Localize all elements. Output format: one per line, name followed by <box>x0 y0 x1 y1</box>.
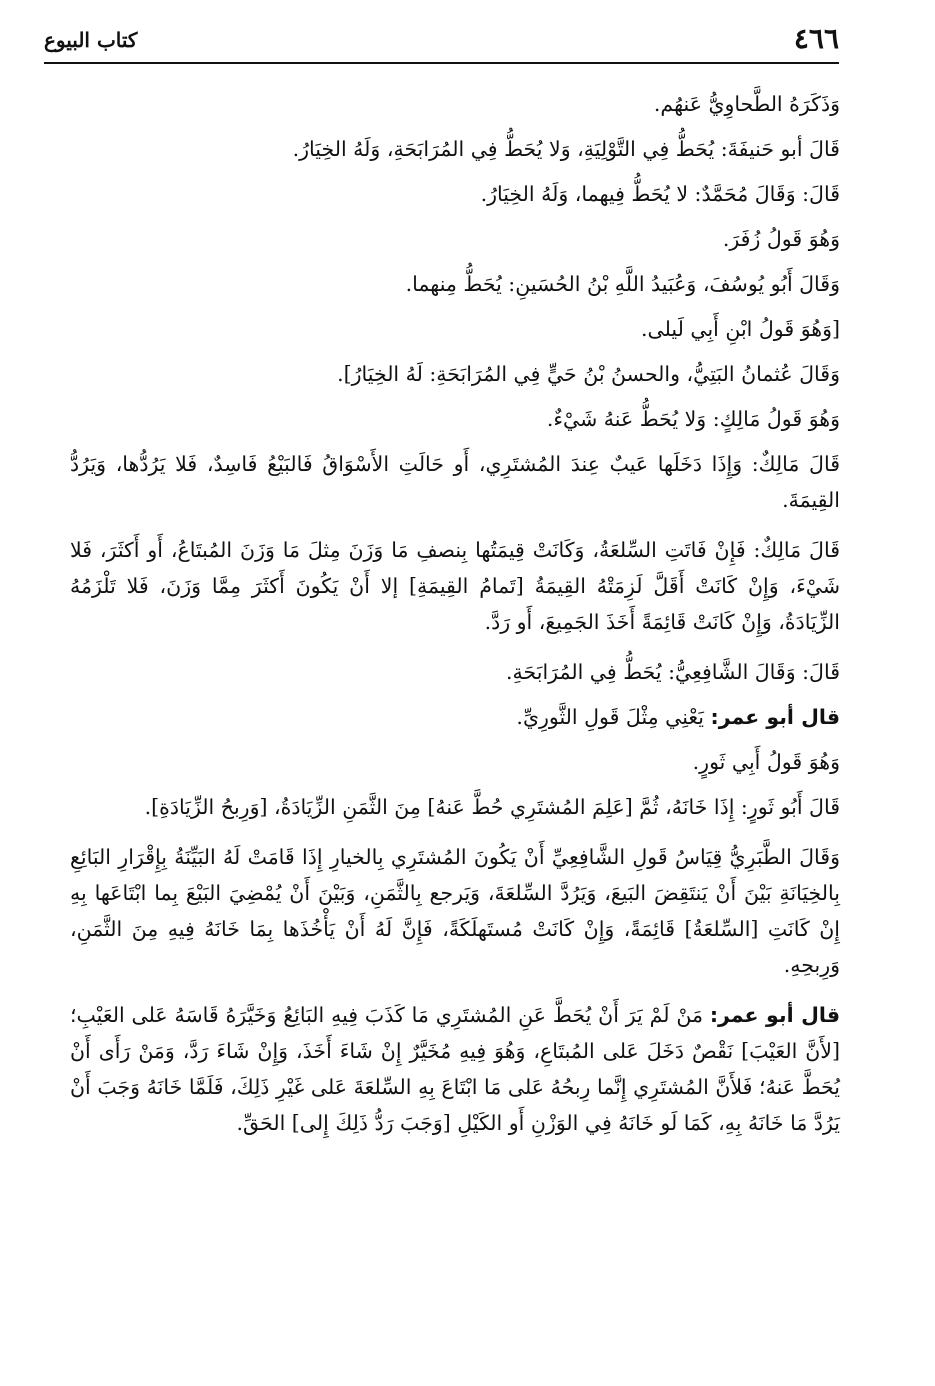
paragraph <box>70 744 840 780</box>
book-title: كتاب البيوع <box>44 28 138 52</box>
paragraph-text: قَالَ مَالِكٌ: فَإِنْ فَاتَتِ السِّلعَةُ، وَكَانَتْ قِيمَتُها بِنصفِ مَا وَزَنَ مِثلَ مَا وَزَنَ المُبتَاعُ، أَو أَكثَرَ، فَلا شَيْءَ، وَإِنْ كَانَتْ أَقَلَّ لَزِمَتْهُ القِيمَةُ [تَمامُ القِيمَةِ] إلا أَنْ يَكُونَ أَكثَرَ مِمَّا وَزَنَ، فَلا تَلْزَمُهُ الزِّيَادَةُ، وَإِنْ كَانَتْ قَائِمَةً أَخَذَ الجَمِيعَ، أَو رَدَّ. <box>70 538 840 634</box>
paragraph <box>70 446 840 518</box>
paragraph <box>70 221 840 257</box>
paragraph <box>70 401 840 437</box>
paragraph <box>70 356 840 392</box>
paragraph-text: وَهُوَ قَولُ مَالِكٍ: وَلا يُحَطُّ عَنهُ شَيْءٌ. <box>546 407 840 431</box>
paragraph-text: قَالَ أبو حَنيفَةَ: يُحَطُّ فِي التَّوْلِيَةِ، وَلا يُحَطُّ فِي المُرَابَحَةِ، وَلَهُ الخِيَارُ. <box>292 137 840 161</box>
paragraph-text: قَالَ: وَقَالَ مُحَمَّدٌ: لا يُحَطُّ فِيهما، وَلَهُ الخِيَارُ. <box>480 182 840 206</box>
paragraph-text: وَذَكَرَهُ الطَّحاوِيُّ عَنهُم. <box>653 92 840 116</box>
speaker-label: قال أبو عمر: <box>709 1003 840 1027</box>
paragraph-text: وَقَالَ أَبُو يُوسُفَ، وَعُبَيدُ اللَّهِ بْنُ الحُسَينِ: يُحَطُّ مِنهما. <box>405 272 840 296</box>
paragraph <box>70 131 840 167</box>
paragraph-text: وَقَالَ الطَّبَرِيُّ قِيَاسُ قَولِ الشَّافِعِيِّ أَنْ يَكُونَ المُشتَرِي بِالخيارِ إِذَا قَامَتْ لَهُ البَيِّنَةُ بِإِقْرَارِ البَائِعِ بِالخِيَانَةِ بَيْنَ أَنْ يَنتَقِضَ البَيعَ، وَيَرُدَّ السِّلعَةَ، وَيَرجع بِالثَّمَنِ، وَبَيْنَ أَنْ يُمْضِيَ البَيْعَ بِما ابْتَاعَها بِهِ إِنْ كَانَتِ [السِّلعَةُ] قَائِمَةً، وَإِنْ كَانَتْ مُستَهلَكَةً، فَإِنَّ لَهُ أَنْ يَأْخُذَها بِمَا خَانَهُ فِيهِ مِنَ الثَّمَنِ، وَرِبحِهِ. <box>70 845 840 977</box>
paragraph-text: قَالَ: وَقَالَ الشَّافِعِيُّ: يُحَطُّ فِي المُرَابَحَةِ. <box>506 660 840 684</box>
paragraph-text: قَالَ مَالِكٌ: وَإِذَا دَخَلَها عَيبٌ عِندَ المُشتَرِي، أَو حَالَتِ الأَسْوَاقُ فَالبَيْعُ فَاسِدٌ، فَلا يَرُدُّها، وَيَرُدُّ القِيمَةَ. <box>70 452 840 512</box>
paragraph <box>70 839 840 983</box>
page-number: ٤٦٦ <box>793 22 839 55</box>
paragraph <box>70 532 840 640</box>
header-rule <box>44 62 839 64</box>
paragraph <box>70 654 840 690</box>
paragraph-text: وَقَالَ عُثمانُ البَتِيُّ، والحسنُ بْنُ حَيٍّ فِي المُرَابَحَةِ: لَهُ الخِيَارُ]. <box>337 362 840 386</box>
page-body <box>70 86 840 1150</box>
speaker-label: قال أبو عمر: <box>710 705 840 729</box>
paragraph-text: قَالَ أَبُو ثَورٍ: إِذَا خَانَهُ، ثُمَّ [عَلِمَ المُشتَرِي حُطَّ عَنهُ] مِنَ الثَّمَنِ الزِّيَادَةُ، [وَرِبحُ الزِّيَادَةِ]. <box>144 795 840 819</box>
paragraph-text: يَعْنِي مِثْلَ قَولِ الثَّورِيِّ. <box>516 705 704 729</box>
paragraph <box>70 699 840 735</box>
paragraph-text: وَهُوَ قَولُ أَبِي ثَورٍ. <box>692 750 840 774</box>
paragraph <box>70 86 840 122</box>
paragraph <box>70 311 840 347</box>
paragraph <box>70 997 840 1141</box>
paragraph <box>70 266 840 302</box>
paragraph <box>70 176 840 212</box>
paragraph-text: [وَهُوَ قَولُ ابْنِ أَبِي لَيلى. <box>641 317 840 341</box>
paragraph <box>70 789 840 825</box>
paragraph-text: وَهُوَ قَولُ زُفَرَ. <box>722 227 840 251</box>
paragraph-text: مَنْ لَمْ يَرَ أَنْ يُحَطَّ عَنِ المُشتَرِي مَا كَذَبَ فِيهِ البَائِعُ وَخَيَّرَهُ قَاسَهُ عَلى العَيْبِ؛ [لأَنَّ العَيْبَ] نَقْصٌ دَخَلَ عَلى المُبتَاعِ، وَهُوَ فِيهِ مُخَيَّرٌ إِنْ شَاءَ أَخَذَ، وَإِنْ شَاءَ رَدَّ، وَمَنْ رَأَى أَنْ يُحَطَّ عَنهُ؛ فَلأَنَّ المُشتَرِي إِنَّما رِبحُهُ عَلى مَا ابْتَاعَ بِهِ السِّلعَةَ عَلى غَيْرِ ذَلِكَ، فَلَمَّا خَانَهُ وَجَبَ أَنْ يَرُدَّ مَا خَانَهُ بِهِ، كَمَا لَو خَانَهُ فِي الوَزْنِ أَو الكَيْلِ [وَجَبَ رَدُّ ذَلِكَ إِلى] الحَقِّ. <box>70 1003 840 1135</box>
page-header <box>44 22 839 66</box>
